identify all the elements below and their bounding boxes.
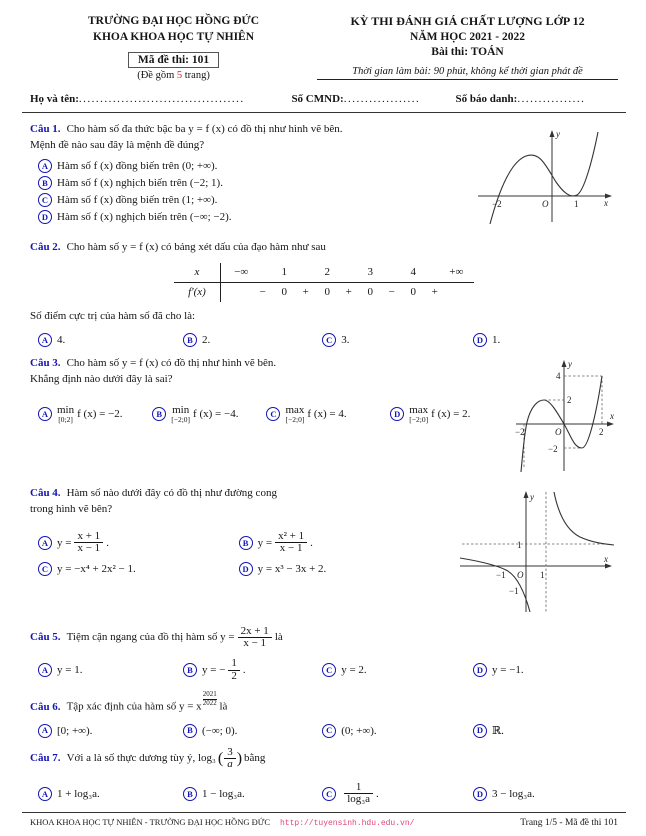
option-d [473,333,618,347]
option-b [152,405,266,424]
option-text: 3. [341,333,350,346]
option-a [38,663,183,677]
question-6-options [38,721,618,738]
option-letter-d: D [473,663,487,677]
option-letter-a: A [38,159,52,173]
option-text: (0; +∞). [341,724,377,737]
footer-divider [22,812,626,813]
question-3-text2: Khẳng định nào dưới đây là sai? [30,372,173,385]
sign: + [431,286,438,299]
sign: 0 [367,286,374,299]
question-1-text2: Mệnh đề nào sau đây là mệnh đề đúng? [30,138,205,151]
origin-label: O [555,426,562,437]
option-letter-b: B [183,787,197,801]
sign: 0 [281,286,287,299]
question-3-label: Câu 3. [30,356,61,369]
option-letter-b: B [239,536,253,550]
question-7 [30,747,618,806]
exam-title: KỲ THI ĐÁNH GIÁ CHẤT LƯỢNG LỚP 12 [350,14,585,28]
option-letter-b: B [38,176,52,190]
option-text: (−∞; 0). [202,724,238,737]
option-a [38,333,183,347]
sign: − [388,286,395,299]
origin-label: O [542,199,549,210]
fraction: $\frac{1}{2}$ [228,658,240,682]
school-name-line2: KHOA KHOA HỌC TỰ NHIÊN [93,30,255,43]
student-id-field: .................. [343,93,421,106]
option-text: 4. [57,333,66,346]
exam-subject: Bài thi: TOÁN [431,45,504,58]
question-2-options [38,330,618,347]
student-id-label: Số CMND: [291,93,344,106]
option-c [322,724,473,738]
open-paren: ( [217,750,224,768]
option-c: C $\frac{1}{\text{log₃a}}$ . [322,782,473,806]
tick-y2: 2 [567,394,572,405]
sign-table-x-header: x [174,263,221,282]
exam-code-box [128,52,219,68]
option-letter-d: D [473,333,487,347]
header-divider [22,112,626,113]
question-3 [30,356,618,477]
sign: 0 [410,286,417,299]
page-count-suffix: trang) [182,70,210,82]
sign: + [302,286,309,299]
option-letter-a: A [38,663,52,677]
option-letter-b: B [183,724,197,738]
question-6-text: Câu 6. Tập xác định của hàm số y = x $\frac{2021}{2022}$ là [30,690,228,713]
option-letter-c: C [38,562,52,576]
question-5 [30,626,618,682]
exam-duration-note: Thời gian làm bài: 90 phút, không kể thời gian phát đề [317,66,618,80]
option-text: y = 2. [341,664,367,677]
option-text: y = −1. [491,664,524,677]
option-a: A y = $\frac{x + 1}{x - 1}$ . [38,531,239,555]
question-4-text2: trong hình vẽ bên? [30,502,113,515]
option-letter-c: C [38,193,52,207]
option-c [266,405,390,424]
option-b [38,176,470,190]
question-1-options [38,159,470,224]
option-text: y = 1. [57,664,83,677]
question-5-text: Câu 5. Tiệm cận ngang của đồ thị hàm số y = $\frac{2x + 1}{x - 1}$ là [30,624,283,650]
option-text: 3 − log₃a. [491,787,535,800]
question-6-label: Câu 6. [30,700,61,713]
option-a [38,787,183,801]
fraction: $\frac{1}{\text{log₃a}}$ [344,782,373,806]
option-letter-c: C [266,407,280,421]
x-value: 2 [324,266,330,279]
origin-label: O [517,569,524,580]
option-text: 2. [202,333,211,346]
question-1-text: Câu 1. Cho hàm số đa thức bậc ba y = f (x) có đồ thị như hình vẽ bên. [30,123,343,136]
fraction: $\frac{2x + 1}{x - 1}$ [238,626,272,650]
student-seat-label: Số báo danh: [455,93,518,106]
tick-ym1: −1 [509,585,519,596]
tick-x1: 1 [540,569,545,580]
option-text: [0; +∞). [57,724,93,737]
question-2-text: Câu 2. Cho hàm số y = f (x) có bảng xét dấu của đạo hàm như sau [30,241,326,254]
footer-page-number: Trang 1/5 - Mã đề thi 101 [520,818,618,828]
question-4 [30,486,618,617]
min-operator: min [0;2] [57,403,75,425]
question-2 [30,240,618,347]
y-axis-label: y [556,129,560,140]
max-operator: max [−2;0] [285,403,305,425]
option-letter-b: B [152,407,166,421]
sign-table-x-row [174,263,474,283]
question-3-body [30,356,514,424]
y-axis-label: y [568,358,572,369]
x-value: +∞ [449,266,464,279]
option-text: f (x) = 2. [431,408,471,421]
option-b [183,787,322,801]
option-d [473,787,618,801]
option-c [322,663,473,677]
question-7-options [38,779,618,806]
question-4-graph [456,486,618,617]
page-count-note [30,70,317,81]
option-text: f (x) = −4. [193,408,239,421]
student-name-label: Họ và tên: [30,93,79,106]
footer [30,812,618,828]
question-1-label: Câu 1. [30,123,61,136]
option-text: f (x) = 4. [307,408,347,421]
option-d [473,663,618,677]
option-d [38,210,470,224]
cubic-graph2-svg [514,356,618,474]
fraction: $\frac{\text{x² + 1}}{x - 1}$ [275,531,307,555]
option-letter-d: D [473,787,487,801]
question-4-label: Câu 4. [30,486,61,499]
student-name-field: ....................................... [78,93,245,106]
option-c [38,193,470,207]
option-text: Hàm số f (x) nghịch biến trên (−∞; −2). [57,210,232,223]
option-text: Hàm số f (x) đồng biến trên (1; +∞). [57,193,218,206]
student-seat-field: ................ [517,93,586,106]
option-a [38,159,470,173]
tick-1: 1 [574,199,579,210]
tick-minus2: −2 [492,199,502,210]
option-letter-d: D [473,724,487,738]
option-letter-d: D [390,407,404,421]
y-axis-label: y [530,491,534,502]
x-axis-label: x [604,553,608,564]
question-7-label: Câu 7. [30,751,61,764]
question-1-body [30,122,470,224]
option-text: f (x) = −2. [77,408,123,421]
question-1 [30,122,618,231]
question-3-text: Câu 3. Cho hàm số y = f (x) có đồ thị như hình vẽ bên. [30,356,277,369]
option-letter-c: C [322,333,336,347]
option-letter-a: A [38,333,52,347]
option-b: B y = − $\frac{1}{2}$ . [183,658,322,682]
x-value: 4 [410,266,417,279]
option-letter-c: C [322,724,336,738]
sign-table-signs [221,283,474,302]
option-letter-a: A [38,407,52,421]
option-text: y = x³ − 3x + 2. [257,562,327,575]
exam-year: NĂM HỌC 2021 - 2022 [410,30,526,43]
question-5-options [38,655,618,682]
header [30,14,618,81]
sign-table-fprime-header: f′(x) [174,283,221,302]
tick-xm1: −1 [496,569,506,580]
header-exam-block [317,14,618,80]
option-b [183,333,322,347]
option-d [390,405,514,424]
question-7-text: Câu 7. Với a là số thực dương tùy ý, log₃ ( $\frac{3}{a}$ ) bằng [30,745,266,771]
exponent-fraction: $\frac{2021}{2022}$ [202,690,217,707]
option-text: 1. [491,333,501,346]
option-letter-c: C [322,787,336,801]
option-text: ℝ. [491,725,504,738]
footer-row [30,817,618,828]
sign-table [174,263,474,302]
option-text: y = −x⁴ + 2x² − 1. [57,562,136,575]
tick-ym2: −2 [548,443,558,454]
question-3-options [38,402,514,424]
cubic-graph-svg [470,122,618,228]
option-letter-a: A [38,724,52,738]
option-letter-b: B [183,663,197,677]
option-letter-c: C [322,663,336,677]
page-count-number: 5 [176,70,183,82]
question-2-label: Câu 2. [30,241,61,254]
option-a [38,724,183,738]
option-letter-d: D [38,210,52,224]
footer-url-link[interactable]: http://tuyensinh.hdu.edu.vn/ [280,819,415,828]
option-d [473,724,618,738]
option-text: Hàm số f (x) nghịch biến trên (−2; 1). [57,176,223,189]
fraction: $\frac{3}{a}$ [224,747,236,771]
max-operator: max [−2;0] [409,403,429,425]
question-6 [30,691,618,738]
min-operator: min [−2;0] [171,403,191,425]
option-letter-b: B [183,333,197,347]
header-school-block [30,14,317,81]
question-4-body [30,486,456,576]
footer-department: KHOA KHOA HỌC TỰ NHIÊN - TRƯỜNG ĐẠI HỌC HỒNG ĐỨC [30,817,270,827]
tick-y1: 1 [517,539,522,550]
option-text: 1 + log₃a. [57,787,100,800]
option-b [183,724,322,738]
tick-x2: 2 [599,426,604,437]
question-4-text: Câu 4. Hàm số nào dưới đây có đồ thị như đường cong [30,486,277,499]
sign: − [259,286,266,299]
option-letter-a: A [38,787,52,801]
x-value: −∞ [234,266,249,279]
sign: 0 [324,286,330,299]
option-letter-a: A [38,536,52,550]
x-value: 3 [367,266,374,279]
hyperbola-graph-svg [456,486,618,614]
option-a [38,405,152,424]
close-paren: ) [236,750,243,768]
option-d [239,562,456,576]
option-c [38,562,239,576]
sign-table-x-values [221,263,474,282]
question-1-graph [470,122,618,231]
sign-table-fprime-row [174,283,474,302]
tick-xm2: −2 [515,426,525,437]
option-text: 1 − log₃a. [202,787,245,800]
option-text: Hàm số f (x) đồng biến trên (0; +∞). [57,159,218,172]
x-axis-label: x [610,410,614,421]
question-3-graph [514,356,618,477]
exam-code-label: Mã đề thi: 101 [137,54,210,67]
x-value: 1 [281,266,287,279]
fraction: $\frac{x + 1}{x - 1}$ [74,531,103,555]
school-name-line1: TRƯỜNG ĐẠI HỌC HỒNG ĐỨC [88,15,260,27]
option-letter-d: D [239,562,253,576]
sign: + [345,286,352,299]
option-b: B y = $\frac{\text{x² + 1}}{x - 1}$ . [239,531,456,555]
x-axis-label: x [604,198,608,209]
option-c [322,333,473,347]
question-5-label: Câu 5. [30,630,61,643]
tick-y4: 4 [556,370,561,381]
question-4-options [38,528,456,576]
student-info-row [30,93,618,105]
page-count-prefix: (Đề gồm [137,70,177,82]
question-2-text2: Số điểm cực trị của hàm số đã cho là: [30,309,196,322]
